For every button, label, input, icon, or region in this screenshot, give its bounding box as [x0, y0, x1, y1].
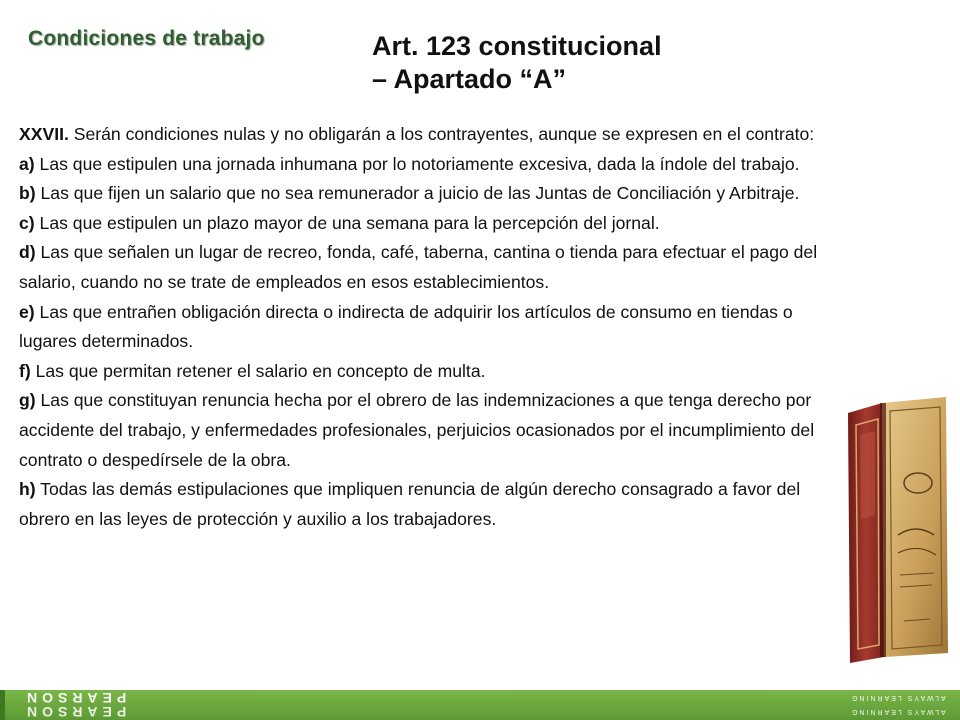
- item-label: b): [19, 183, 36, 204]
- footer-tagline: ALWAYS LEARNING: [850, 694, 946, 701]
- item-label: e): [19, 301, 35, 322]
- item-label: f): [19, 360, 31, 381]
- item-text: Las que estipulen un plazo mayor de una semana para la percepción del jornal.: [34, 212, 660, 233]
- item-label: d): [19, 242, 36, 263]
- footer-tagline-reflection: ALWAYS LEARNING: [850, 708, 946, 715]
- item-label: g): [19, 390, 36, 411]
- list-item: [19, 386, 849, 475]
- list-item: [19, 179, 849, 209]
- item-label: h): [19, 479, 36, 500]
- item-label: c): [19, 212, 35, 233]
- list-item: [19, 238, 849, 297]
- item-text: Las que entrañen obligación directa o indirecta de adquirir los artículos de consumo en tiendas o lugares determinados.: [19, 301, 793, 352]
- fraction-text: Serán condiciones nulas y no obligarán a los contrayentes, aunque se expresen en el contrato:: [68, 124, 815, 144]
- footer-band: [0, 690, 960, 720]
- article-text: [19, 120, 849, 534]
- item-text: Las que señalen un lugar de recreo, fonda, café, taberna, cantina o tienda para efectuar el pago del salario, cuando no se trate de empleados en esos establecimientos.: [19, 242, 818, 292]
- list-item: [19, 475, 849, 534]
- article-intro: [19, 120, 849, 150]
- pearson-logo-reflection: PEARSON: [22, 704, 127, 720]
- pearson-logo: PEARSON: [22, 690, 127, 706]
- list-item: [19, 150, 849, 180]
- item-text: Las que permitan retener el salario en concepto de multa.: [30, 360, 486, 381]
- item-text: Las que constituyan renuncia hecha por el obrero de las indemnizaciones a que tenga derecho por accidente del trabajo, y enfermedades profesionales, perjuicios ocasionados por el incumplimiento del contrato o despedírsele de la obra.: [19, 390, 815, 470]
- list-item: [19, 357, 849, 387]
- slide-title: [372, 30, 662, 96]
- item-text: Las que estipulen una jornada inhumana por lo notoriamente excesiva, dada la índole del trabajo.: [34, 153, 800, 174]
- list-item: [19, 298, 849, 357]
- fraction-label: XXVII.: [19, 124, 69, 144]
- slide-title-line1: Art. 123 constitucional: [372, 31, 662, 61]
- constitution-book-image: [838, 395, 950, 665]
- section-label: Condiciones de trabajo: [28, 27, 265, 50]
- item-text: Todas las demás estipulaciones que impliquen renuncia de algún derecho consagrado a favor del obrero en las leyes de protección y auxilio a los trabajadores.: [19, 479, 801, 529]
- footer-edge: [0, 690, 5, 720]
- item-label: a): [19, 153, 35, 174]
- item-text: Las que fijen un salario que no sea remunerador a juicio de las Juntas de Conciliación y Arbitraje.: [35, 183, 800, 204]
- book-illustration: [838, 395, 950, 665]
- list-item: [19, 209, 849, 239]
- slide-title-line2: – Apartado “A”: [372, 64, 567, 94]
